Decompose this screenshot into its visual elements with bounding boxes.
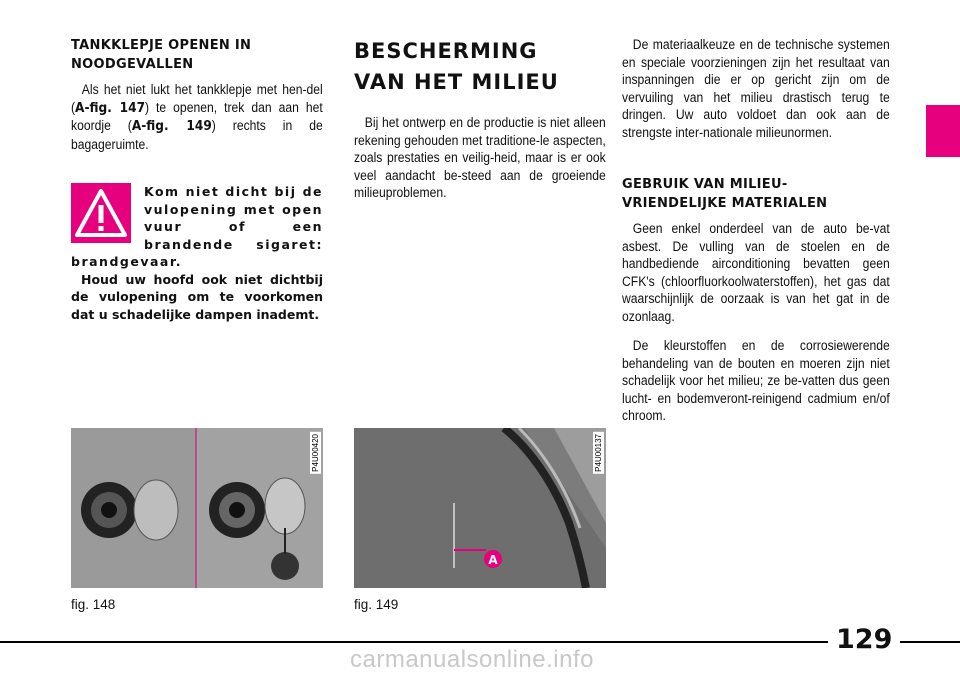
paragraph-text: ) rechts in de bagageruimte. (71, 118, 323, 152)
figure-148-image (71, 428, 323, 588)
watermark: carmanualsonline.info (350, 646, 594, 673)
figure-reference: A-fig. 149 (131, 118, 212, 134)
column-2 (354, 36, 606, 214)
figure-caption: fig. 148 (71, 597, 116, 612)
page-title: BESCHERMING VAN HET MILIEU (354, 39, 559, 94)
callout-label: A (488, 553, 498, 567)
paragraph-text: Als het niet lukt het tankklepje met hen-del ( (71, 82, 323, 115)
column-3 (622, 36, 890, 437)
warning-text: Kom niet dicht bij de vulopening met open vuur of een brandende sigaret: brandgevaar. (71, 184, 323, 269)
figure-code: P4U00137 (594, 434, 603, 472)
warning-text: Houd uw hoofd ook niet dichtbij de vulopening om te voorkomen dat u schadelijke dampen inademt. (71, 271, 323, 322)
paragraph: Bij het ontwerp en de productie is niet alleen rekening gehouden met traditione-le aspecten, zoals prestaties en veilig-heid, maar is er ook veel aandacht be-steed aan de groeiende milieuproblemen. (354, 115, 606, 200)
paragraph: De materiaalkeuze en de technische systemen en speciale voorzieningen zijn het resultaat van inspanningen die er op gericht zijn om de vervuiling van het milieu drastisch terug te dringen. Uw auto voldoet dan ook aan de strengste inter-nationale milieunormen. (622, 37, 890, 140)
page-number: 129 (828, 624, 900, 655)
footer-rule (0, 641, 960, 643)
section-heading: TANKKLEPJE OPENEN IN NOODGEVALLEN (71, 38, 252, 72)
figure-code: P4U00420 (311, 434, 320, 472)
figure-149-image (354, 428, 606, 588)
section-heading: GEBRUIK VAN MILIEU-VRIENDELIJKE MATERIALEN (622, 177, 828, 211)
paragraph-text: ) te openen, trek dan aan het koordje ( (71, 99, 323, 133)
figure-caption: fig. 149 (354, 597, 399, 612)
paragraph: Geen enkel onderdeel van de auto be-vat asbest. De vulling van de stoelen en de handbediende airconditioning bevatten geen CFK's (chloorfluorkoolwaterstoffen), het gas dat waarschijnlijk de oorzaak is van het gat in de ozonlaag. (622, 221, 890, 324)
figure-reference: A-fig. 147 (75, 99, 146, 116)
warning-block (71, 183, 323, 323)
paragraph: De kleurstoffen en de corrosiewerende behandeling van de bouten en moeren zijn niet schadelijk voor het milieu; ze be-vatten dus geen lucht- en bodemveront-reinigend cadmium en/of chroom. (622, 338, 890, 423)
warning-triangle-icon (71, 183, 131, 243)
column-1 (71, 36, 323, 165)
paragraph (71, 81, 323, 153)
section-tab (926, 105, 960, 157)
